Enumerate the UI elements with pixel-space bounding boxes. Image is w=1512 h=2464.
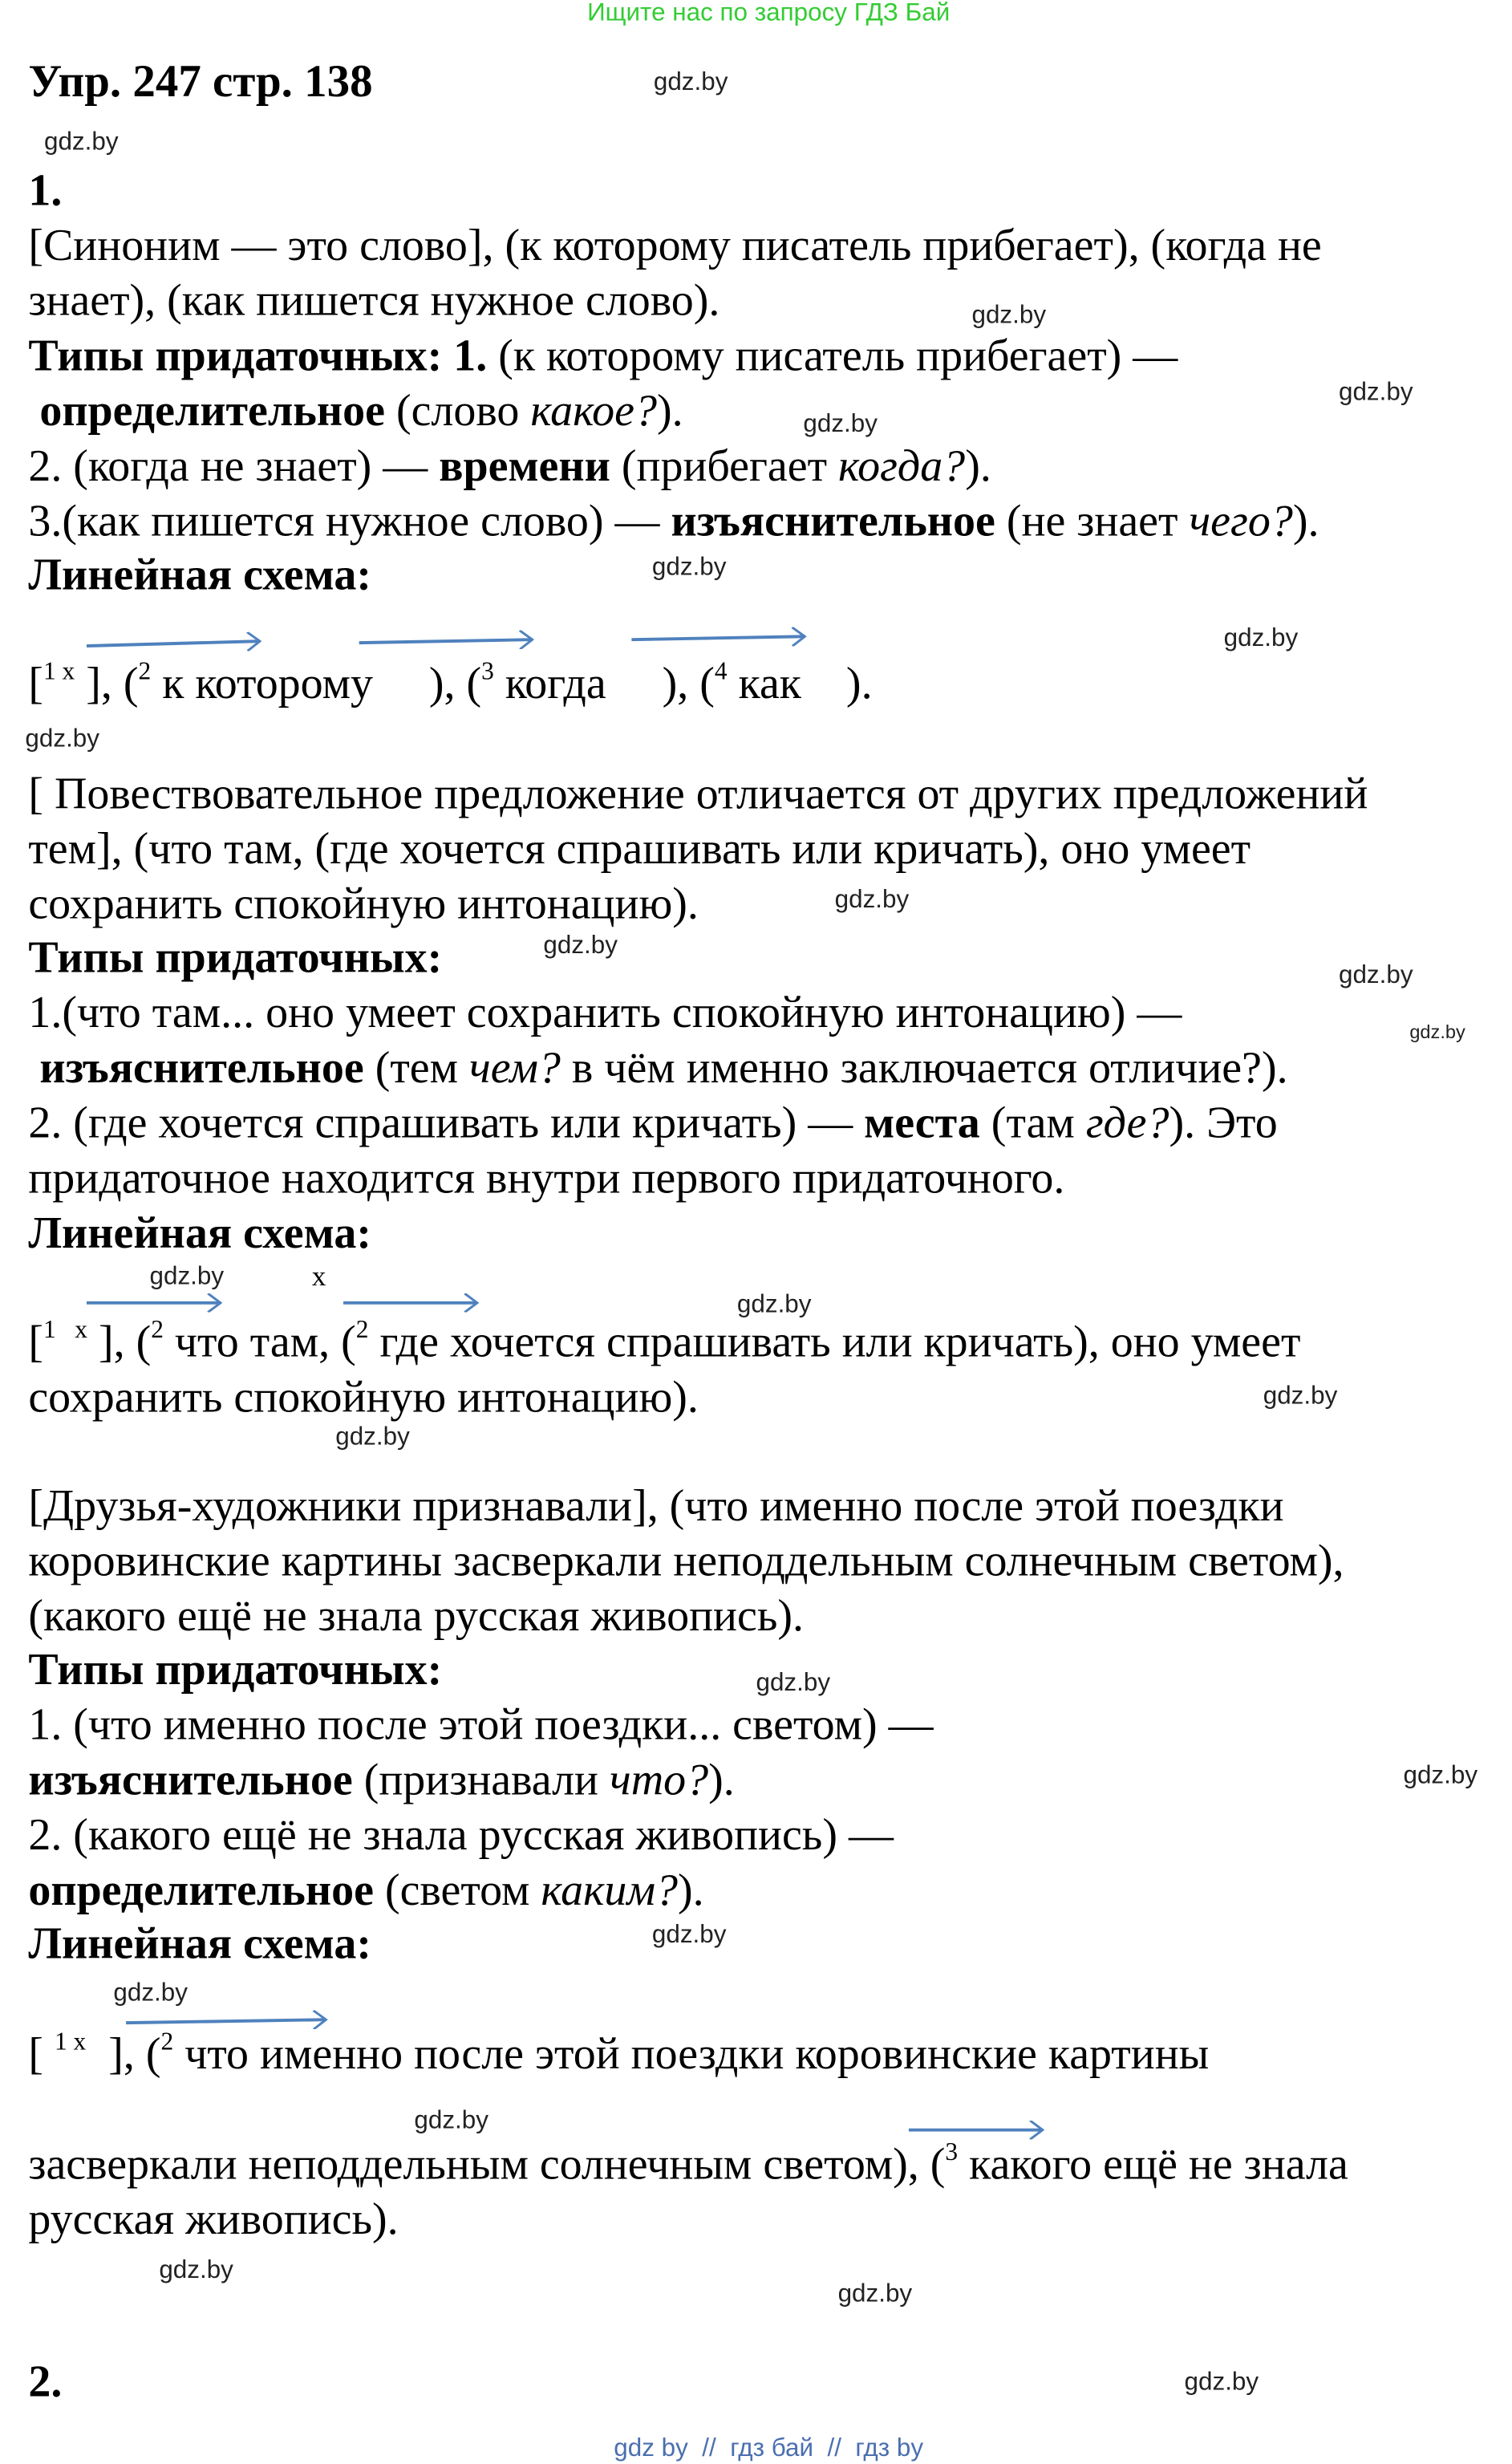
text-segment: изъяснительное xyxy=(28,1756,353,1806)
watermark: gdz.by xyxy=(837,2281,913,2308)
text-segment: ], ( xyxy=(75,660,139,709)
text-segment: места xyxy=(864,1099,980,1149)
watermark: gdz.by xyxy=(803,411,878,438)
text-segment: ], ( xyxy=(86,2030,161,2080)
text-segment: (слово xyxy=(384,388,531,436)
watermark: gdz.by xyxy=(149,1263,225,1291)
clause-number: 4 xyxy=(714,658,728,686)
watermark: gdz.by xyxy=(834,887,910,914)
watermark: gdz.by xyxy=(414,2108,488,2135)
text-segment: каким? xyxy=(541,1866,679,1916)
text-line xyxy=(28,2360,62,2407)
text-line xyxy=(28,334,1178,381)
watermark: gdz.by xyxy=(1184,2369,1259,2397)
text-segment: сохранить спокойную интонацию). xyxy=(28,1374,699,1423)
text-segment: ], ( xyxy=(87,1318,152,1368)
watermark: gdz.by xyxy=(971,302,1047,330)
text-segment: Типы придаточных: xyxy=(28,934,443,984)
text-segment: в чём именно заключается отличие?). xyxy=(560,1044,1288,1094)
text-line xyxy=(28,1156,1064,1204)
clause-number: 2 xyxy=(355,1317,369,1344)
arrow-icon xyxy=(359,639,533,643)
text-segment: (тем xyxy=(363,1044,470,1094)
text-segment: придаточное находится внутри первого придаточного. xyxy=(28,1155,1065,1204)
text-segment: [Друзья-художники признавали], (что именно после этой поездки xyxy=(28,1482,1284,1532)
text-segment: ). xyxy=(656,388,683,436)
text-segment: [Синоним — это слово], (к которому писатель прибегает), (когда не xyxy=(28,221,1322,271)
text-line xyxy=(28,168,62,216)
watermark: gdz.by xyxy=(1338,962,1413,990)
clause-number: 1 x xyxy=(54,2028,87,2056)
scheme-x-mark: x xyxy=(311,1260,326,1293)
text-segment: когда? xyxy=(838,442,966,492)
arrow-icon xyxy=(631,636,805,639)
text-segment: где хочется спрашивать или кричать), оно умеет xyxy=(368,1318,1301,1368)
text-line xyxy=(28,772,1368,819)
search-banner[interactable]: Ищите нас по запросу ГДЗ Бай xyxy=(587,0,951,27)
text-line xyxy=(28,880,699,930)
text-line xyxy=(28,1703,933,1751)
text-segment: тем], (что там, (где хочется спрашивать или кричать), оно умеет xyxy=(28,825,1251,875)
watermark: gdz.by xyxy=(1403,1763,1478,1790)
text-line xyxy=(28,444,991,492)
text-segment: определительное xyxy=(28,1866,374,1916)
text-line xyxy=(28,827,1251,875)
text-segment: знает), (как пишется нужное слово). xyxy=(28,277,720,327)
text-segment: коровинские картины засверкали неподдельным солнечным светом), xyxy=(28,1537,1344,1587)
watermark: gdz.by xyxy=(25,726,99,753)
clause-number: 3 xyxy=(481,658,494,686)
text-line xyxy=(28,2139,1348,2190)
text-line xyxy=(28,1866,704,1916)
text-line xyxy=(28,658,873,709)
watermark: gdz.by xyxy=(543,932,618,960)
text-line xyxy=(28,1758,734,1805)
watermark: gdz.by xyxy=(1263,1382,1338,1411)
text-segment: где? xyxy=(1085,1099,1169,1149)
text-segment: (к которому писатель прибегает) — xyxy=(487,332,1178,382)
text-segment: Типы придаточных: xyxy=(28,1646,443,1695)
watermark: gdz.by xyxy=(653,69,728,96)
text-segment: (не знает xyxy=(995,497,1190,547)
text-segment: [ Повествовательное предложение отличается от других предложений xyxy=(28,770,1368,820)
text-segment: (там xyxy=(979,1099,1086,1149)
text-segment: [ xyxy=(28,2030,55,2080)
text-segment: ). xyxy=(1292,497,1319,547)
text-segment: 2. (где хочется спрашивать или кричать) — xyxy=(28,1099,865,1149)
watermark: gdz.by xyxy=(651,1922,727,1949)
text-segment: Линейная схема: xyxy=(28,1209,371,1259)
text-segment: Типы придаточных: 1. xyxy=(28,332,488,382)
text-segment: что там, ( xyxy=(163,1318,356,1368)
text-segment: изъяснительное xyxy=(671,497,995,547)
text-line xyxy=(28,1046,1287,1094)
footer-links[interactable]: gdz by // гдз бай // гдз by xyxy=(614,2435,924,2462)
text-line xyxy=(28,389,683,436)
text-segment: ). xyxy=(965,442,991,492)
text-segment: 1. (что именно после этой поездки... светом) — xyxy=(28,1701,934,1751)
text-line xyxy=(28,279,720,327)
arrow-icon xyxy=(126,2020,326,2023)
text-segment: [ xyxy=(28,660,43,709)
text-line xyxy=(28,1648,442,1695)
text-line xyxy=(28,2198,398,2245)
text-segment: ). xyxy=(708,1756,735,1806)
text-line xyxy=(28,221,1322,271)
text-segment: (светом xyxy=(373,1866,541,1916)
text-segment: (признавали xyxy=(352,1756,610,1806)
text-segment: (какого ещё не знала русская живопись). xyxy=(28,1593,804,1642)
text-segment: что? xyxy=(610,1756,709,1806)
text-segment: Линейная схема: xyxy=(28,1920,371,1970)
text-segment: когда ), ( xyxy=(493,660,715,709)
text-segment: чем? xyxy=(469,1044,561,1094)
watermark: gdz.by xyxy=(1338,380,1413,407)
watermark: gdz.by xyxy=(651,554,727,582)
text-line xyxy=(28,553,371,600)
text-segment: изъяснительное xyxy=(39,1044,364,1094)
text-segment: засверкали неподдельным солнечным светом), ( xyxy=(28,2141,946,2190)
watermark: gdz.by xyxy=(43,129,119,156)
text-segment: (прибегает xyxy=(610,442,839,492)
text-segment: какое? xyxy=(530,388,657,436)
text-line xyxy=(28,1539,1344,1586)
watermark: gdz.by xyxy=(1223,625,1299,652)
text-segment: 1. xyxy=(28,167,63,216)
text-line xyxy=(28,1922,371,1969)
clause-number: 2 xyxy=(151,1317,164,1344)
text-segment: как ). xyxy=(727,660,873,709)
arrow-icon xyxy=(87,641,260,646)
text-segment: 2. xyxy=(28,2358,63,2408)
text-segment: 3.(как пишется нужное слово) — xyxy=(28,497,671,547)
text-segment: чего? xyxy=(1189,497,1293,547)
text-line xyxy=(28,1484,1283,1532)
text-line xyxy=(28,2028,1210,2080)
watermark: gdz.by xyxy=(1409,1021,1465,1043)
clause-number: 1 x xyxy=(43,658,75,686)
text-segment: 2. (когда не знает) — xyxy=(28,442,440,492)
clause-number: 1 x xyxy=(43,1317,87,1344)
text-line xyxy=(28,991,1182,1038)
watermark: gdz.by xyxy=(756,1670,831,1697)
text-segment: 2. (какого ещё не знала русская живопись) — xyxy=(28,1812,894,1861)
text-line xyxy=(28,1317,1301,1368)
text-segment: ). xyxy=(678,1866,704,1916)
watermark: gdz.by xyxy=(736,1292,812,1319)
text-segment: сохранить спокойную интонацию). xyxy=(28,880,699,930)
text-segment: что именно после этой поездки коровинские картины xyxy=(173,2030,1210,2080)
text-segment xyxy=(28,388,39,436)
text-segment: ). Это xyxy=(1169,1099,1278,1149)
text-line xyxy=(28,1813,894,1861)
watermark: gdz.by xyxy=(335,1424,410,1451)
clause-number: 2 xyxy=(160,2028,174,2056)
text-segment xyxy=(28,1045,39,1094)
clause-number: 3 xyxy=(945,2139,959,2166)
text-segment: 1.(что там... оно умеет сохранить спокойную интонацию) — xyxy=(28,989,1182,1038)
watermark: gdz.by xyxy=(159,2257,233,2285)
text-line xyxy=(28,499,1319,546)
watermark: gdz.by xyxy=(113,1980,188,2007)
text-segment: определительное xyxy=(39,388,385,436)
text-line xyxy=(28,1101,1277,1148)
page-title: Упр. 247 стр. 138 xyxy=(28,56,373,108)
text-segment: времени xyxy=(439,442,610,492)
text-segment: русская живопись). xyxy=(28,2196,399,2245)
text-segment: к которому ), ( xyxy=(151,660,482,709)
text-segment: Линейная схема: xyxy=(28,551,371,601)
text-line xyxy=(28,1375,699,1423)
text-line xyxy=(28,1594,804,1642)
text-segment: какого ещё не знала xyxy=(958,2141,1348,2190)
clause-number: 2 xyxy=(138,658,152,686)
text-line xyxy=(28,936,442,983)
text-segment: [ xyxy=(28,1318,43,1368)
text-line xyxy=(28,1209,371,1259)
